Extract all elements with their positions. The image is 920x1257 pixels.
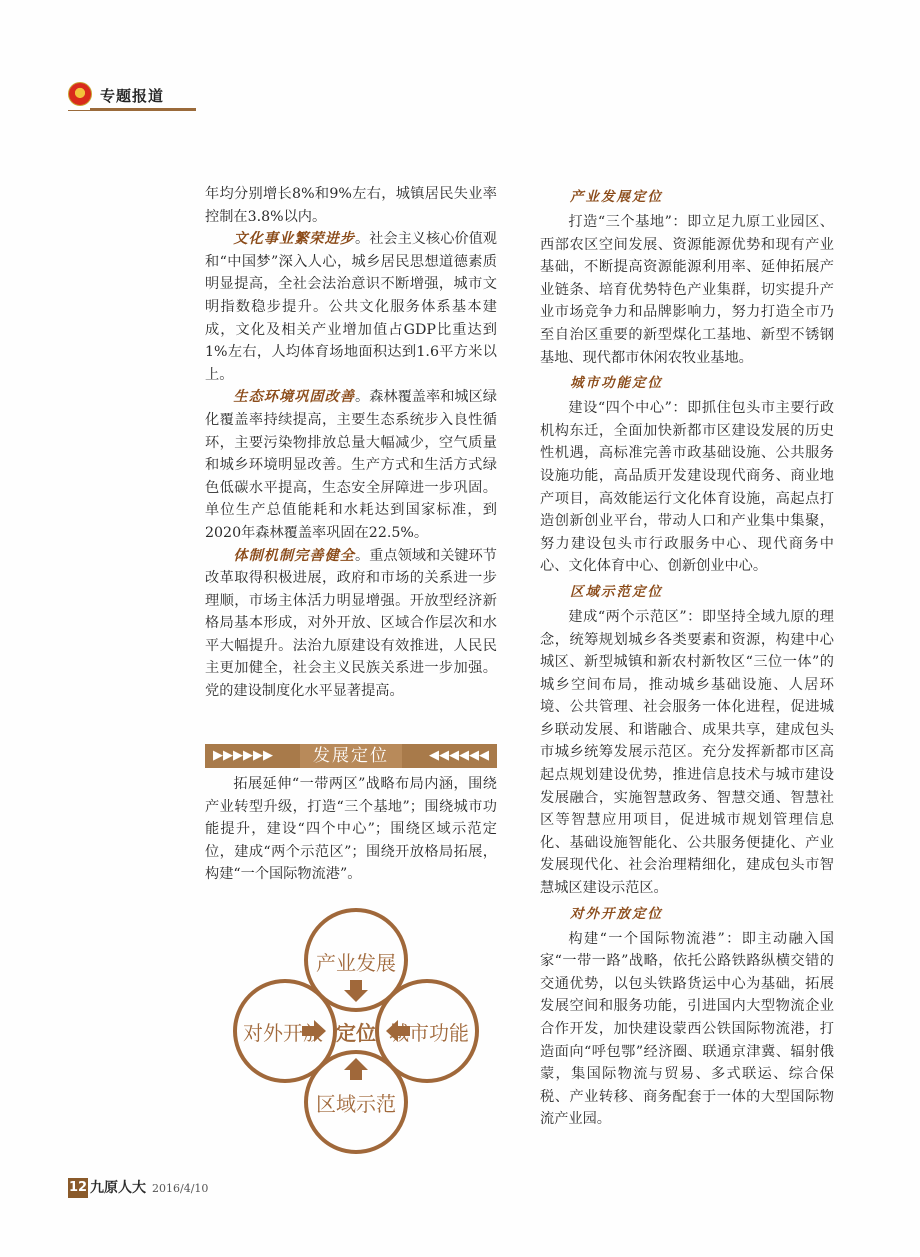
paragraph-text: 。社会主义核心价值观和“中国梦”深入人心，城乡居民思想道德素质明显提高，全社会法治意识不断增强，城市文明指数稳步提升。公共文化服务体系基本建成，文化及相关产业增加值占GDP比重达到1%左右，人均体育场地面积达到1.6平方米以上。: [205, 231, 497, 383]
subheading: 城市功能定位: [570, 375, 663, 392]
arrow-up-icon: [344, 1058, 368, 1080]
left-arrows-icon: ◀◀◀◀◀◀: [429, 748, 489, 763]
keyword: 生态环境巩固改善: [233, 389, 355, 406]
banner-title: 发展定位: [313, 746, 389, 766]
paragraph: 构建“一个国际物流港”：即主动融入国家“一带一路”战略，依托公路铁路纵横交错的交通优势，以包头铁路货运中心为基础，拓展发展空间和服务功能，引进国内大型物流企业合作开发，加快建设蒙西公铁国际物流港，打造面向“呼包鄂”经济圈、联通京津冀、辐射俄蒙，集国际物流与贸易、多式联运、综合保税、产业转移、商务配套于一体的大型国际物流产业园。: [540, 930, 834, 1128]
subheading: 区域示范定位: [570, 583, 663, 600]
keyword: 体制机制完善健全: [233, 547, 355, 564]
arrow-down-icon: [344, 980, 368, 1002]
section-title: 专题报道: [100, 87, 165, 105]
magazine-name: 九原人大: [90, 1180, 146, 1196]
paragraph-text: 。森林覆盖率和城区绿化覆盖率持续提高，主要生态系统步入良性循环，主要污染物排放总量大幅减少，空气质量和城乡环境明显改善。生产方式和生活方式绿色低碳水平提高，生态安全屏障进一步巩固。单位生产总值能耗和水耗达到国家标准，到2020年森林覆盖率巩固在22.5%。: [205, 389, 497, 541]
keyword: 文化事业繁荣进步: [233, 231, 355, 248]
diagram-label-right: 城市功能: [389, 1021, 469, 1045]
diagram-label-left: 对外开放: [243, 1021, 323, 1045]
paragraph: 拓展延伸“一带两区”战略布局内涵，围绕产业转型升级，打造“三个基地”；围绕城市功能提升，建设“四个中心”；围绕区域示范定位，建成“两个示范区”；围绕开放格局拓展，构建“一个国际物流港”。: [205, 776, 497, 883]
right-arrows-icon: ▶▶▶▶▶▶: [213, 748, 273, 763]
paragraph-text: 。重点领域和关键环节改革取得积极进展，政府和市场的关系进一步理顺，市场主体活力明显增强。开放型经济新格局基本形成，对外开放、区域合作层次和水平大幅提升。法治九原建设有效推进，人民民主更加健全，社会主义民族关系进一步加强。党的建设制度化水平显著提高。: [205, 547, 497, 700]
diagram-label-bottom: 区域示范: [316, 1092, 396, 1116]
paragraph: 年均分别增长8%和9%左右，城镇居民失业率控制在3.8%以内。: [205, 186, 497, 225]
diagram-label-top: 产业发展: [316, 951, 396, 975]
right-column: [540, 183, 834, 1131]
paragraph: 建设“四个中心”：即抓住包头市主要行政机构东迁，全面加快新都市区建设发展的历史性机遇，高标准完善市政基础设施、公共服务设施功能，高品质开发建设现代商务、商业地产项目，高效能运行文化体育设施，高起点打造创新创业平台，带动人口和产业集中集聚，努力建设包头市行政服务中心、现代商务中心、文化体育中心、创新创业中心。: [540, 400, 834, 575]
paragraph: 打造“三个基地”：即立足九原工业园区、西部农区空间发展、资源能源优势和现有产业基础，不断提高资源能源利用率、延伸拓展产业链条、培育优势特色产业集群，切实提升产业市场竞争力和品牌影响力，努力打造全市乃至自治区重要的新型煤化工基地、新型不锈钢基地、现代都市休闲农牧业基地。: [540, 214, 834, 366]
page-number: 12: [68, 1178, 88, 1198]
issue-date: 2016/4/10: [152, 1182, 209, 1195]
paragraph: 建成“两个示范区”：即坚持全域九原的理念，统筹规划城乡各类要素和资源，构建中心城区、新型城镇和新农村新牧区“三位一体”的城乡空间布局，推动城乡基础设施、人居环境、公共管理、社会服务一体化进程，促进城乡联动发展、和谐融合、成果共享，建成包头市城乡统筹发展示范区。充分发挥新都市区高起点规划建设优势，推进信息技术与城市建设发展融合，实施智慧政务、智慧交通、智慧社区等智慧应用项目，促进城市规划管理信息化、基础设施智能化、公共服务便捷化、产业发展现代化、社会治理精细化，建成包头市智慧城区建设示范区。: [540, 608, 834, 897]
subheading: 产业发展定位: [570, 189, 663, 205]
subheading: 对外开放定位: [570, 905, 663, 922]
diagram-center-label: 定位: [336, 1021, 376, 1045]
